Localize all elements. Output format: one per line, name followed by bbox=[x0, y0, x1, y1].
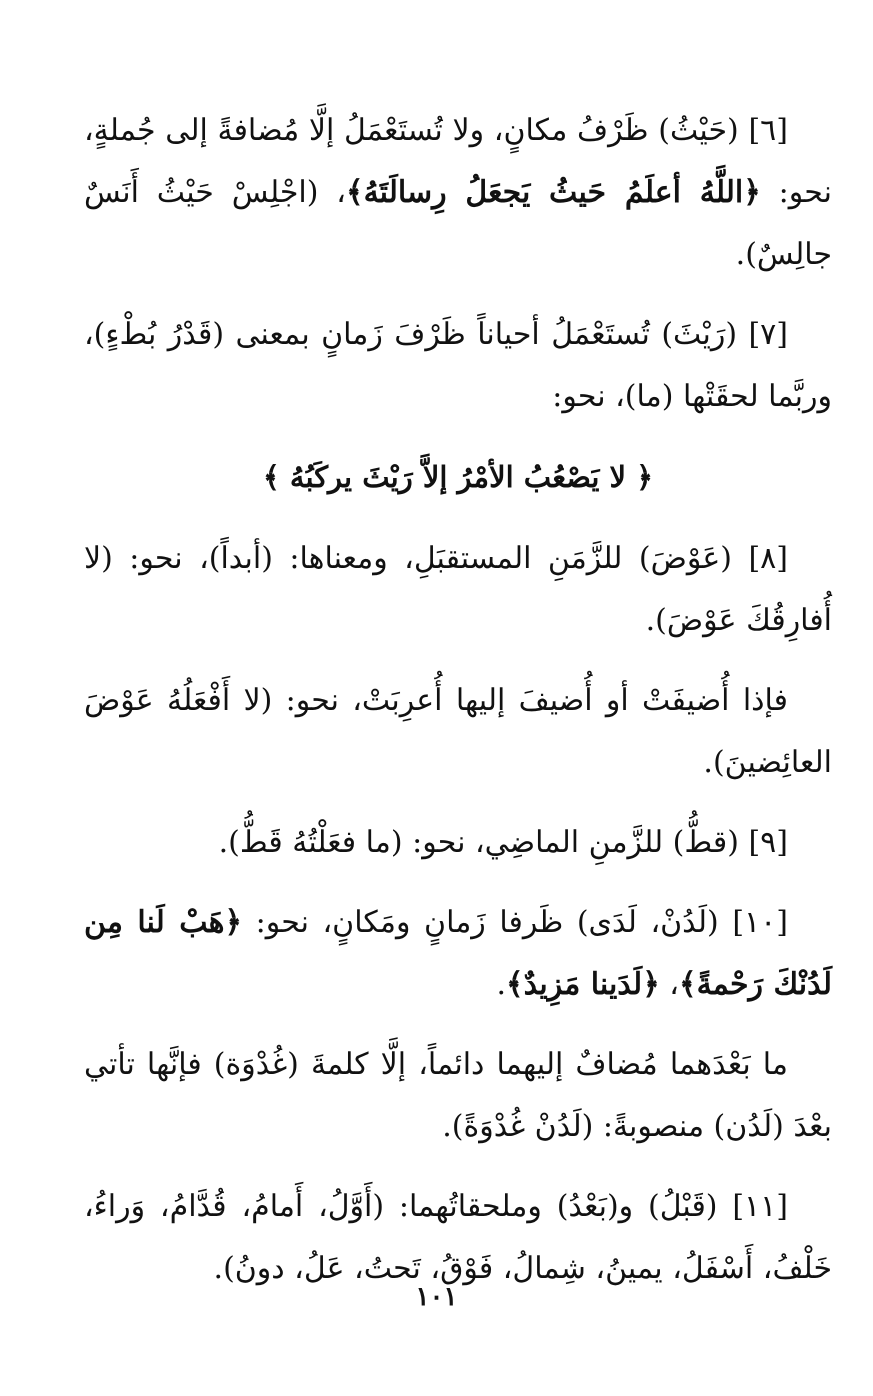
paragraph-ladun bbox=[84, 892, 832, 1016]
paragraph-haythu bbox=[84, 100, 832, 286]
paragraph-ladun-continued: ما بَعْدَهما مُضافٌ إليهما دائماً، إلَّا كلمةَ (غُدْوَة) فإنَّها تأتي بعْدَ (لَدُن) منصوبةً: (لَدُنْ غُدْوَةً). bbox=[84, 1047, 832, 1144]
quran-quote: ﴿اللَّهُ أعلَمُ حَيثُ يَجعَلُ رِسالَتَهُ﴾ bbox=[346, 175, 761, 210]
paragraph-text: [١٠] (لَدُنْ، لَدَى) ظَرفا زَمانٍ ومَكانٍ، نحو: bbox=[242, 905, 788, 940]
poetry-verse: ﴿ لا يَصْعُبُ الأمْرُ إلاَّ رَيْثَ يركَبُهُ ﴾ bbox=[262, 460, 654, 494]
paragraph-awda-continued: فإذا أُضيفَتْ أو أُضيفَ إليها أُعرِبَتْ، نحو: (لا أَفْعَلُهُ عَوْضَ العائِضينَ). bbox=[84, 683, 832, 780]
page-body bbox=[84, 100, 832, 1318]
paragraph-text: . bbox=[496, 967, 507, 1002]
separator: ، bbox=[659, 967, 679, 1002]
quran-quote: ﴿لَدَينا مَزِيدٌ﴾ bbox=[506, 967, 660, 1002]
quran-quote: ﴿هَبْ لَنا مِن لَدُنْكَ رَحْمةً﴾ bbox=[84, 905, 832, 1002]
paragraph-text: ، (اجْلِسْ حَيْثُ أَنَسٌ جالِسٌ). bbox=[84, 175, 832, 272]
paragraph-qablu-badu: [١١] (قَبْلُ) و(بَعْدُ) وملحقاتُهما: (أَوَّلُ، أَمامُ، قُدَّامُ، وَراءُ، خَلْفُ، أَسْفَلُ، يمينُ، شِمالُ، فَوْقُ، تَحتُ، عَلُ، دونُ). bbox=[84, 1189, 832, 1286]
paragraph-awda: [٨] (عَوْضَ) للزَّمَنِ المستقبَلِ، ومعناها: (أبداً)، نحو: (لا أُفارِقُكَ عَوْضَ). bbox=[84, 541, 832, 638]
page-number: ١٠١ bbox=[415, 1282, 458, 1312]
paragraph-raytha: [٧] (رَيْثَ) تُستَعْمَلُ أحياناً ظَرْفَ زَمانٍ بمعنى (قَدْرُ بُطْءٍ)، وربَّما لحقَتْها (ما)، نحو: bbox=[84, 317, 832, 414]
paragraph-qattu: [٩] (قطُّ) للزَّمنِ الماضِي، نحو: (ما فعَلْتُهُ قَطُّ). bbox=[218, 825, 788, 860]
paragraph-text: [٦] (حَيْثُ) ظَرْفُ مكانٍ، ولا تُستَعْمَلُ إلَّا مُضافةً إلى جُملةٍ، نحو: bbox=[84, 113, 833, 210]
